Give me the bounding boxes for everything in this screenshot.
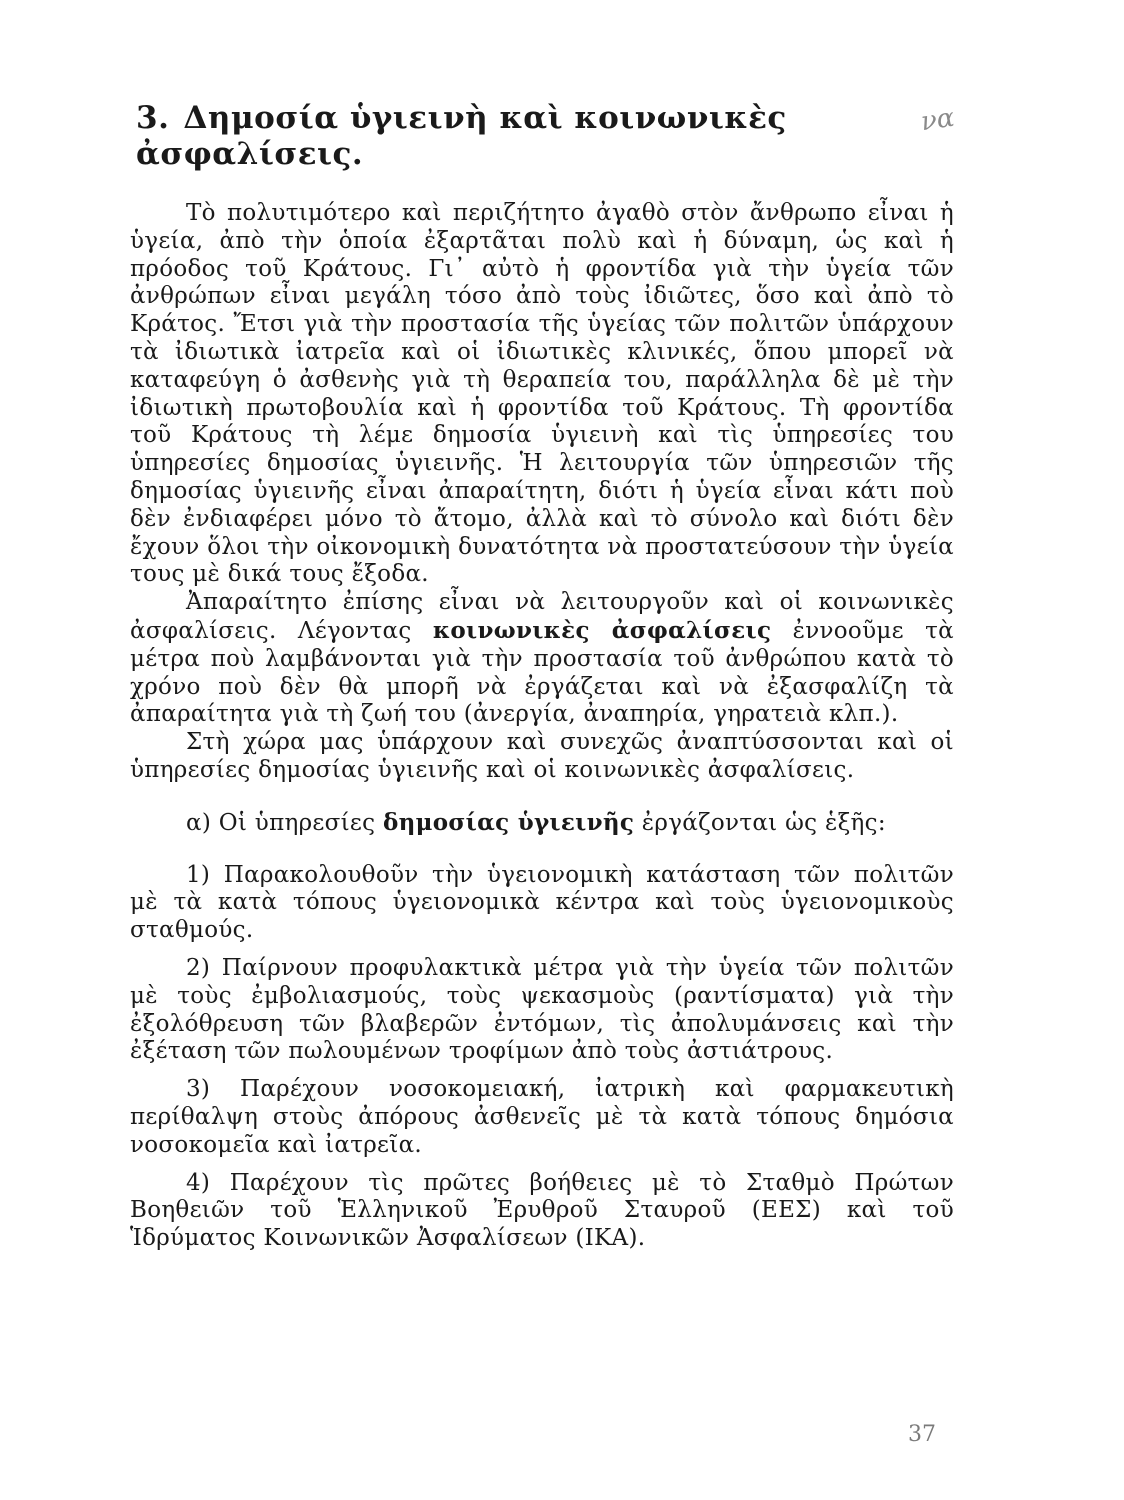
list-item: 2) Παίρνουν προφυλακτικὰ μέτρα γιὰ τὴν ὑγεία τῶν πολιτῶν μὲ τοὺς ἐμβολιασμούς, τοὺς ψεκασμοὺς (ραντίσματα) γιὰ τὴν ἐξολόθρευση τῶν βλαβερῶν ἐντόμων, τὶς ἀπολυμάνσεις καὶ τὴν ἐξέταση τῶν πωλουμένων τροφίμων ἀπὸ τοὺς ἀστιάτρους. — [130, 954, 954, 1065]
paragraph-public-health-services — [130, 809, 954, 838]
document-body — [130, 200, 954, 1253]
section-number: 3. — [136, 100, 170, 136]
list-item: 4) Παρέχουν τὶς πρῶτες βοήθειες μὲ τὸ Σταθμὸ Πρώτων Βοηθειῶν τοῦ Ἑλληνικοῦ Ἐρυθροῦ Σταυροῦ (ΕΕΣ) καὶ τοῦ Ἱδρύματος Κοινωνικῶν Ἀσφαλίσεων (ΙΚΑ). — [130, 1169, 954, 1252]
list-item: 3) Παρέχουν νοσοκομειακή, ἰατρικὴ καὶ φαρμακευτικὴ περίθαλψη στοὺς ἀπόρους ἀσθενεῖς μὲ τὰ κατὰ τόπους δημόσια νοσοκομεῖα καὶ ἰατρεῖα. — [130, 1076, 954, 1158]
bold-term-social-insurance: κοινωνικὲς ἀσφαλίσεις — [432, 616, 772, 644]
page-title — [136, 100, 899, 172]
paragraph-text: ἐννοοῦμε τὰ μέτρα ποὺ λαμβάνονται γιὰ τὴν προστασία τοῦ ἀνθρώπου κατὰ τὸ χρόνο ποὺ δὲν θὰ μπορῆ νὰ ἐργάζεται καὶ νὰ ἐξασφαλίζη τὰ ἀπαραίτητα γιὰ τὴ ζωή του (ἀνεργία, ἀναπηρία, γηρατειὰ κλπ.). — [130, 617, 955, 728]
handwritten-note: να — [918, 102, 956, 138]
paragraph-country: Στὴ χώρα μας ὑπάρχουν καὶ συνεχῶς ἀναπτύσσονται καὶ οἱ ὑπηρεσίες δημοσίας ὑγιεινῆς καὶ οἱ κοινωνικὲς ἀσφαλίσεις. — [130, 729, 954, 783]
paragraph-intro: Τὸ πολυτιμότερο καὶ περιζήτητο ἀγαθὸ στὸν ἄνθρωπο εἶναι ἡ ὑγεία, ἀπὸ τὴν ὁποία ἐξαρτᾶται πολὺ καὶ ἡ δύναμη, ὡς καὶ ἡ πρόοδος τοῦ Κράτους. Γι᾽ αὐτὸ ἡ φροντίδα γιὰ τὴν ὑγεία τῶν ἀνθρώπων εἶναι μεγάλη τόσο ἀπὸ τοὺς ἰδιῶτες, ὅσο καὶ ἀπὸ τὸ Κράτος. Ἔτσι γιὰ τὴν προστασία τῆς ὑγείας τῶν πολιτῶν ὑπάρχουν τὰ ἰδιωτικὰ ἰατρεῖα καὶ οἱ ἰδιωτικὲς κλινικές, ὅπου μπορεῖ νὰ καταφεύγη ὁ ἀσθενὴς γιὰ τὴ θεραπεία του, παράλληλα δὲ μὲ τὴν ἰδιωτικὴ πρωτοβουλία καὶ ἡ φροντίδα τοῦ Κράτους. Τὴ φροντίδα τοῦ Κράτους τὴ λέμε δημοσία ὑγιεινὴ καὶ τὶς ὑπηρεσίες του ὑπηρεσίες δημοσίας ὑγιεινῆς. Ἡ λειτουργία τῶν ὑπηρεσιῶν τῆς δημοσίας ὑγιεινῆς εἶναι ἀπαραίτητη, διότι ἡ ὑγεία εἶναι κάτι ποὺ δὲν ἐνδιαφέρει μόνο τὸ ἄτομο, ἀλλὰ καὶ τὸ σύνολο καὶ διότι δὲν ἔχουν ὅλοι τὴν οἰκονομικὴ δυνατότητα νὰ προστατεύσουν τὴν ὑγεία τους μὲ δικά τους ἔξοδα. — [130, 200, 954, 588]
section-title-text: Δημοσία ὑγιεινὴ καὶ κοινωνικὲς ἀσφαλίσεις. — [136, 100, 787, 172]
paragraph-text: α) Οἱ ὑπηρεσίες — [186, 809, 383, 836]
bold-term-public-health: δημοσίας ὑγιεινῆς — [382, 808, 635, 836]
paragraph-text: Ἀπαραίτητο ἐπίσης εἶναι νὰ λειτουργοῦν καὶ οἱ κοινωνικὲς ἀσφαλίσεις. Λέγοντας — [130, 589, 954, 644]
page-number: 37 — [908, 1422, 936, 1447]
paragraph-social-insurance — [130, 589, 954, 729]
list-item: 1) Παρακολουθοῦν τὴν ὑγειονομικὴ κατάσταση τῶν πολιτῶν μὲ τὰ κατὰ τόπους ὑγειονομικὰ κέντρα καὶ τοὺς ὑγειονομικοὺς σταθμούς. — [130, 861, 954, 944]
paragraph-text: ἐργάζονται ὡς ἑξῆς: — [634, 809, 886, 836]
section-heading — [136, 100, 954, 172]
